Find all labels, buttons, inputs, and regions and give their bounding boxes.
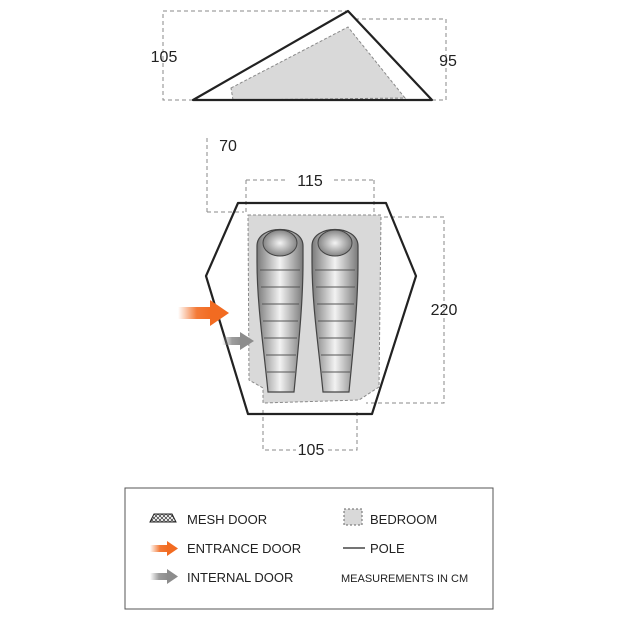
legend-entrance-door: ENTRANCE DOOR xyxy=(187,541,302,556)
legend-mesh-door: MESH DOOR xyxy=(187,512,268,527)
entrance-door-arrow-icon xyxy=(178,300,229,326)
legend-box xyxy=(125,488,493,609)
side-view xyxy=(151,11,457,100)
bedroom-legend-icon xyxy=(344,509,362,525)
bedroom-width-top-label: 115 xyxy=(297,173,323,190)
legend-internal-door: INTERNAL DOOR xyxy=(187,570,294,585)
vestibule-width-label: 70 xyxy=(219,138,237,155)
height-left-label: 105 xyxy=(150,49,178,66)
bedroom-length-label: 220 xyxy=(430,302,458,319)
legend-bedroom: BEDROOM xyxy=(370,512,438,527)
floor-plan xyxy=(178,138,457,460)
mesh-door-icon xyxy=(150,514,176,522)
legend-measurements: MEASUREMENTS IN CM xyxy=(341,573,469,585)
legend-pole: POLE xyxy=(370,541,405,556)
bedroom-width-bottom-label: 105 xyxy=(297,442,325,459)
legend xyxy=(125,488,493,609)
height-right-label: 95 xyxy=(439,53,457,70)
